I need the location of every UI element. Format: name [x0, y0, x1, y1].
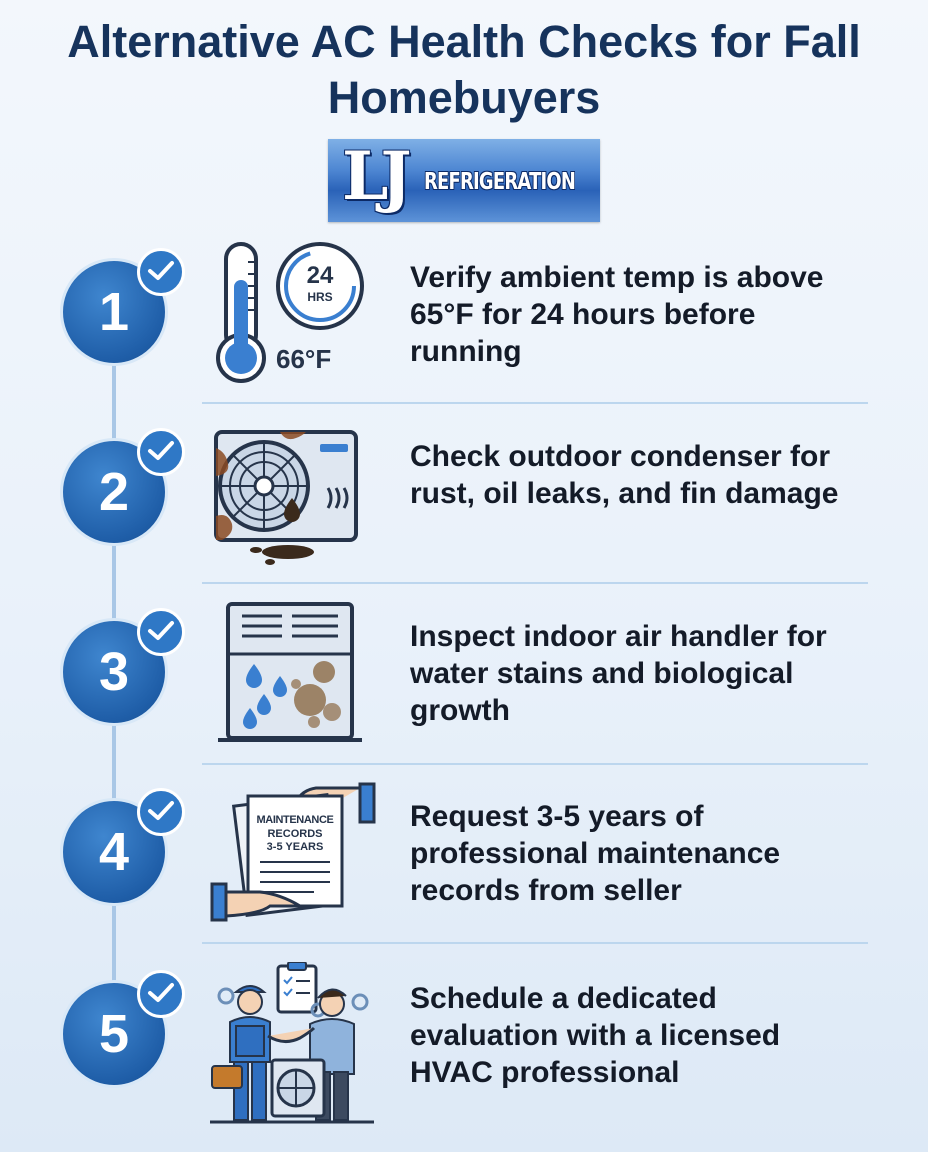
- checkmark-icon: [137, 248, 185, 296]
- clock-unit: HRS: [307, 290, 333, 304]
- document-years: 3-5 YEARS: [266, 841, 324, 853]
- records-handoff-icon: [210, 778, 376, 926]
- step-text: Request 3-5 years of professional maintenance records from seller: [410, 800, 781, 907]
- technician-handshake-icon: [208, 962, 378, 1128]
- step-number-badge: 1: [60, 258, 168, 366]
- divider: [202, 942, 868, 944]
- step-text: Schedule a dedicated evaluation with a licensed HVAC professional: [410, 982, 781, 1089]
- divider: [202, 763, 868, 765]
- clock-value: 24: [306, 262, 334, 289]
- outdoor-condenser-icon: [210, 428, 370, 570]
- thermometer-clock-icon: [212, 240, 372, 385]
- step-text: Check outdoor condenser for rust, oil leaks, and fin damage: [410, 440, 839, 510]
- temperature-label: 66°F: [276, 344, 332, 374]
- document-title: MAINTENANCE: [256, 814, 334, 826]
- logo-text: REFRIGERATION: [424, 169, 576, 195]
- brand-logo: [328, 139, 600, 222]
- step-text: Inspect indoor air handler for water stains and biological growth: [410, 620, 827, 727]
- divider: [202, 582, 868, 584]
- step-number-badge: 3: [60, 618, 168, 726]
- document-subtitle: RECORDS: [267, 828, 323, 840]
- air-handler-icon: [214, 600, 366, 746]
- divider: [202, 402, 868, 404]
- checkmark-icon: [137, 608, 185, 656]
- step-text: Verify ambient temp is above 65°F for 24 hours before running: [410, 261, 824, 368]
- page-title: Alternative AC Health Checks for Fall Homebuyers: [67, 16, 861, 123]
- checkmark-icon: [137, 428, 185, 476]
- checkmark-icon: [137, 788, 185, 836]
- step-number-badge: 2: [60, 438, 168, 546]
- step-number-badge: 4: [60, 798, 168, 906]
- logo-mark: LJ: [342, 139, 404, 215]
- checkmark-icon: [137, 970, 185, 1018]
- step-number-badge: 5: [60, 980, 168, 1088]
